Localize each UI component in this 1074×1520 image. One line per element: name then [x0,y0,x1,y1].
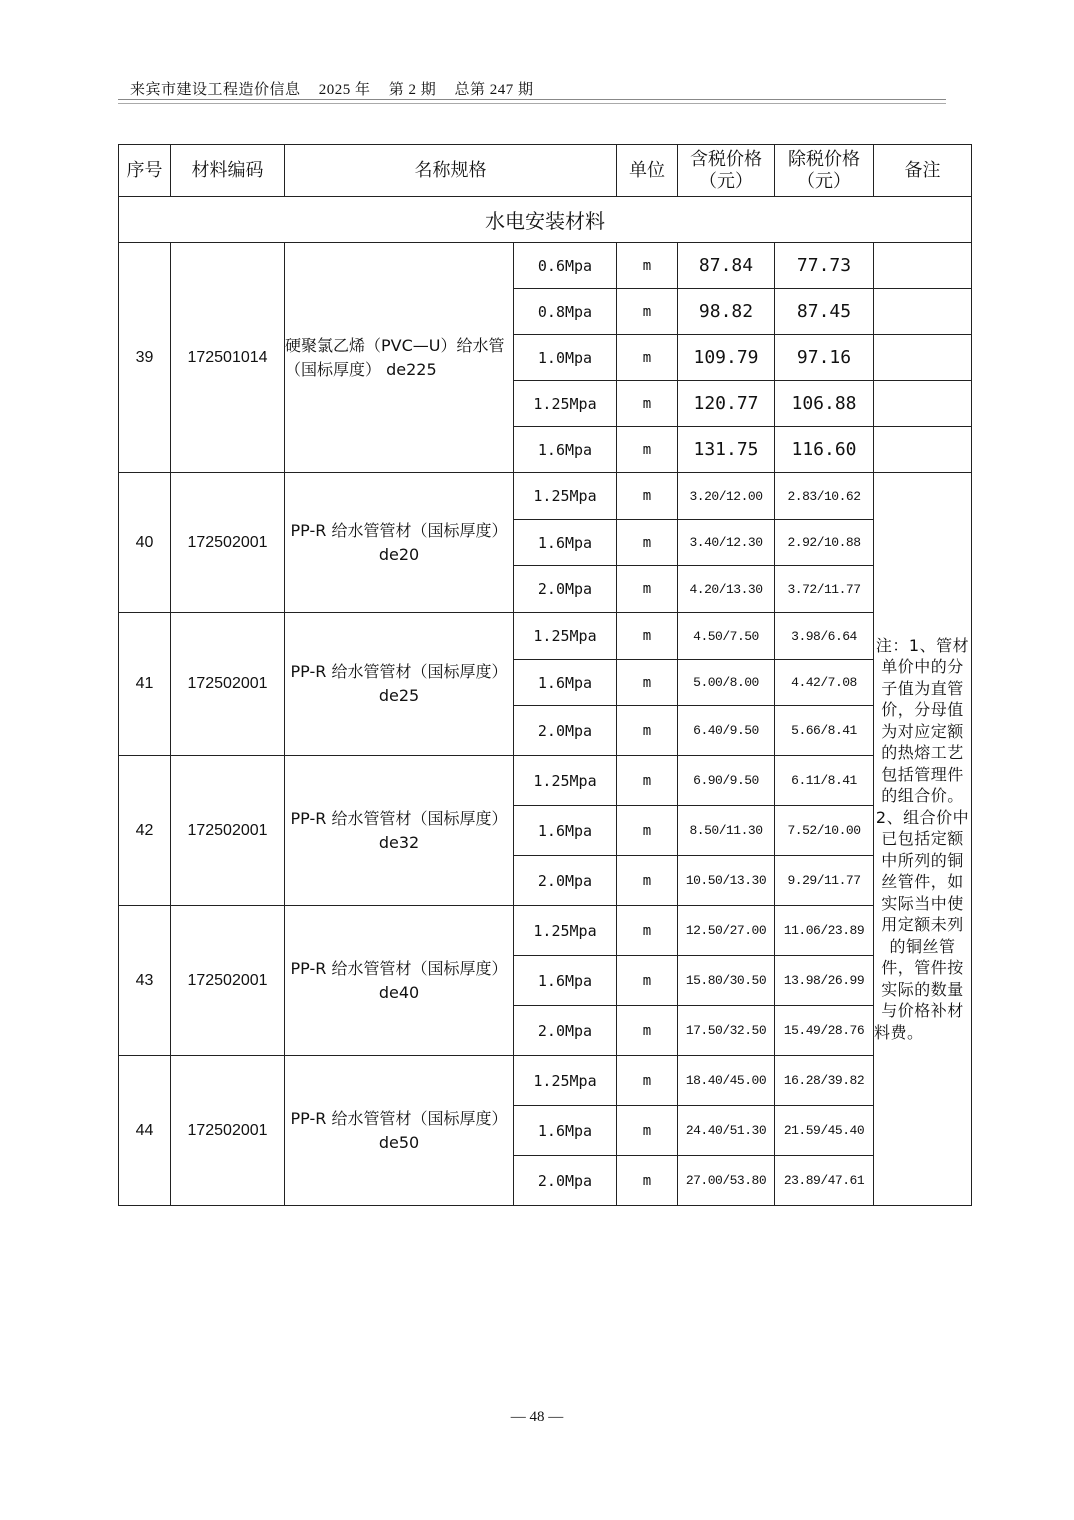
unit: m [617,806,678,856]
notax-price: 9.29/11.77 [775,856,874,906]
spec-pressure: 1.25Mpa [514,473,617,520]
notax-price: 4.42/7.08 [775,660,874,706]
notax-price: 5.66/8.41 [775,706,874,756]
item-seq: 43 [119,906,171,1056]
unit: m [617,520,678,566]
item-seq: 42 [119,756,171,906]
column-header-name: 名称规格 [285,145,617,197]
material-name: PP-R 给水管管材（国标厚度）de50 [285,1056,514,1206]
unit: m [617,706,678,756]
material-code: 172502001 [171,756,285,906]
spec-pressure: 0.6Mpa [514,243,617,289]
spec-pressure: 1.6Mpa [514,520,617,566]
spec-pressure: 1.25Mpa [514,613,617,660]
unit: m [617,613,678,660]
publication-title: 来宾市建设工程造价信息 [130,82,301,98]
tax-price: 12.50/27.00 [678,906,775,956]
tax-price: 98.82 [678,289,775,335]
tax-price: 120.77 [678,381,775,427]
unit: m [617,1006,678,1056]
remark-cell [874,381,972,427]
publication-year: 2025 年 [318,82,371,98]
spec-pressure: 2.0Mpa [514,706,617,756]
spec-pressure: 2.0Mpa [514,566,617,613]
tax-price: 18.40/45.00 [678,1056,775,1106]
unit: m [617,381,678,427]
issue-number: 第 2 期 [388,82,437,98]
notax-price: 13.98/26.99 [775,956,874,1006]
spec-pressure: 1.25Mpa [514,906,617,956]
tax-price: 15.80/30.50 [678,956,775,1006]
notax-price: 6.11/8.41 [775,756,874,806]
item-seq: 41 [119,613,171,756]
spec-pressure: 1.6Mpa [514,1106,617,1156]
material-name: PP-R 给水管管材（国标厚度）de25 [285,613,514,756]
material-code: 172502001 [171,906,285,1056]
column-header-remark: 备注 [874,145,972,197]
notax-price: 3.72/11.77 [775,566,874,613]
tax-price: 4.20/13.30 [678,566,775,613]
unit: m [617,1106,678,1156]
table-row [119,613,972,660]
remark-cell [874,427,972,473]
unit: m [617,473,678,520]
notax-price: 116.60 [775,427,874,473]
material-name: PP-R 给水管管材（国标厚度）de20 [285,473,514,613]
material-code: 172502001 [171,473,285,613]
material-name: 硬聚氯乙烯（PVC—U）给水管（国标厚度） de225 [285,243,514,473]
material-code: 172502001 [171,613,285,756]
tax-price: 5.00/8.00 [678,660,775,706]
notax-price: 106.88 [775,381,874,427]
unit: m [617,427,678,473]
column-header-unit: 单位 [617,145,678,197]
price-table [118,144,972,1206]
unit: m [617,1056,678,1106]
column-header-tax-price: 含税价格（元） [678,145,775,197]
tax-price: 87.84 [678,243,775,289]
tax-price: 6.90/9.50 [678,756,775,806]
material-name: PP-R 给水管管材（国标厚度）de40 [285,906,514,1056]
notax-price: 77.73 [775,243,874,289]
section-title: 水电安装材料 [119,197,972,243]
unit: m [617,335,678,381]
spec-pressure: 2.0Mpa [514,856,617,906]
page-number: — 48 — [510,1409,564,1425]
table-row [119,243,972,289]
item-seq: 40 [119,473,171,613]
spec-pressure: 2.0Mpa [514,1156,617,1206]
column-header-seq: 序号 [119,145,171,197]
notax-price: 3.98/6.64 [775,613,874,660]
unit: m [617,566,678,613]
column-header-code: 材料编码 [171,145,285,197]
unit: m [617,956,678,1006]
page-header [130,78,548,99]
tax-price: 3.20/12.00 [678,473,775,520]
notax-price: 97.16 [775,335,874,381]
remark-cell [874,335,972,381]
notax-price: 7.52/10.00 [775,806,874,856]
item-seq: 39 [119,243,171,473]
spec-pressure: 1.25Mpa [514,1056,617,1106]
unit: m [617,1156,678,1206]
notax-price: 2.92/10.88 [775,520,874,566]
notax-price: 87.45 [775,289,874,335]
unit: m [617,660,678,706]
unit: m [617,289,678,335]
spec-pressure: 0.8Mpa [514,289,617,335]
tax-price: 4.50/7.50 [678,613,775,660]
notax-price: 11.06/23.89 [775,906,874,956]
spec-pressure: 1.6Mpa [514,660,617,706]
header-rule-thin [118,103,946,104]
tax-price: 6.40/9.50 [678,706,775,756]
unit: m [617,756,678,806]
spec-pressure: 2.0Mpa [514,1006,617,1056]
column-header-notax-price: 除税价格（元） [775,145,874,197]
material-name: PP-R 给水管管材（国标厚度）de32 [285,756,514,906]
table-row [119,756,972,806]
tax-price: 17.50/32.50 [678,1006,775,1056]
remark-cell [874,243,972,289]
unit: m [617,906,678,956]
spec-pressure: 1.0Mpa [514,335,617,381]
tax-price: 3.40/12.30 [678,520,775,566]
remark-cell [874,289,972,335]
notax-price: 15.49/28.76 [775,1006,874,1056]
notax-price: 21.59/45.40 [775,1106,874,1156]
unit: m [617,856,678,906]
tax-price: 131.75 [678,427,775,473]
table-row [119,473,972,520]
header-rule [118,99,946,100]
spec-pressure: 1.6Mpa [514,427,617,473]
tax-price: 8.50/11.30 [678,806,775,856]
notax-price: 23.89/47.61 [775,1156,874,1206]
unit: m [617,243,678,289]
tax-price: 10.50/13.30 [678,856,775,906]
material-code: 172502001 [171,1056,285,1206]
table-row [119,1056,972,1106]
total-issue-number: 总第 247 期 [454,82,534,98]
remark-note: 注：1、管材单价中的分子值为直管价，分母值为对应定额的热熔工艺包括管理件的组合价。2、组合价中已包括定额中所列的铜丝管件，如实际当中使用定额未列的铜丝管件，管件按实际的数量与价格补材料费。 [874,473,972,1206]
spec-pressure: 1.6Mpa [514,806,617,856]
item-seq: 44 [119,1056,171,1206]
spec-pressure: 1.25Mpa [514,381,617,427]
spec-pressure: 1.25Mpa [514,756,617,806]
tax-price: 24.40/51.30 [678,1106,775,1156]
notax-price: 2.83/10.62 [775,473,874,520]
table-row [119,906,972,956]
notax-price: 16.28/39.82 [775,1056,874,1106]
tax-price: 109.79 [678,335,775,381]
tax-price: 27.00/53.80 [678,1156,775,1206]
material-code: 172501014 [171,243,285,473]
spec-pressure: 1.6Mpa [514,956,617,1006]
